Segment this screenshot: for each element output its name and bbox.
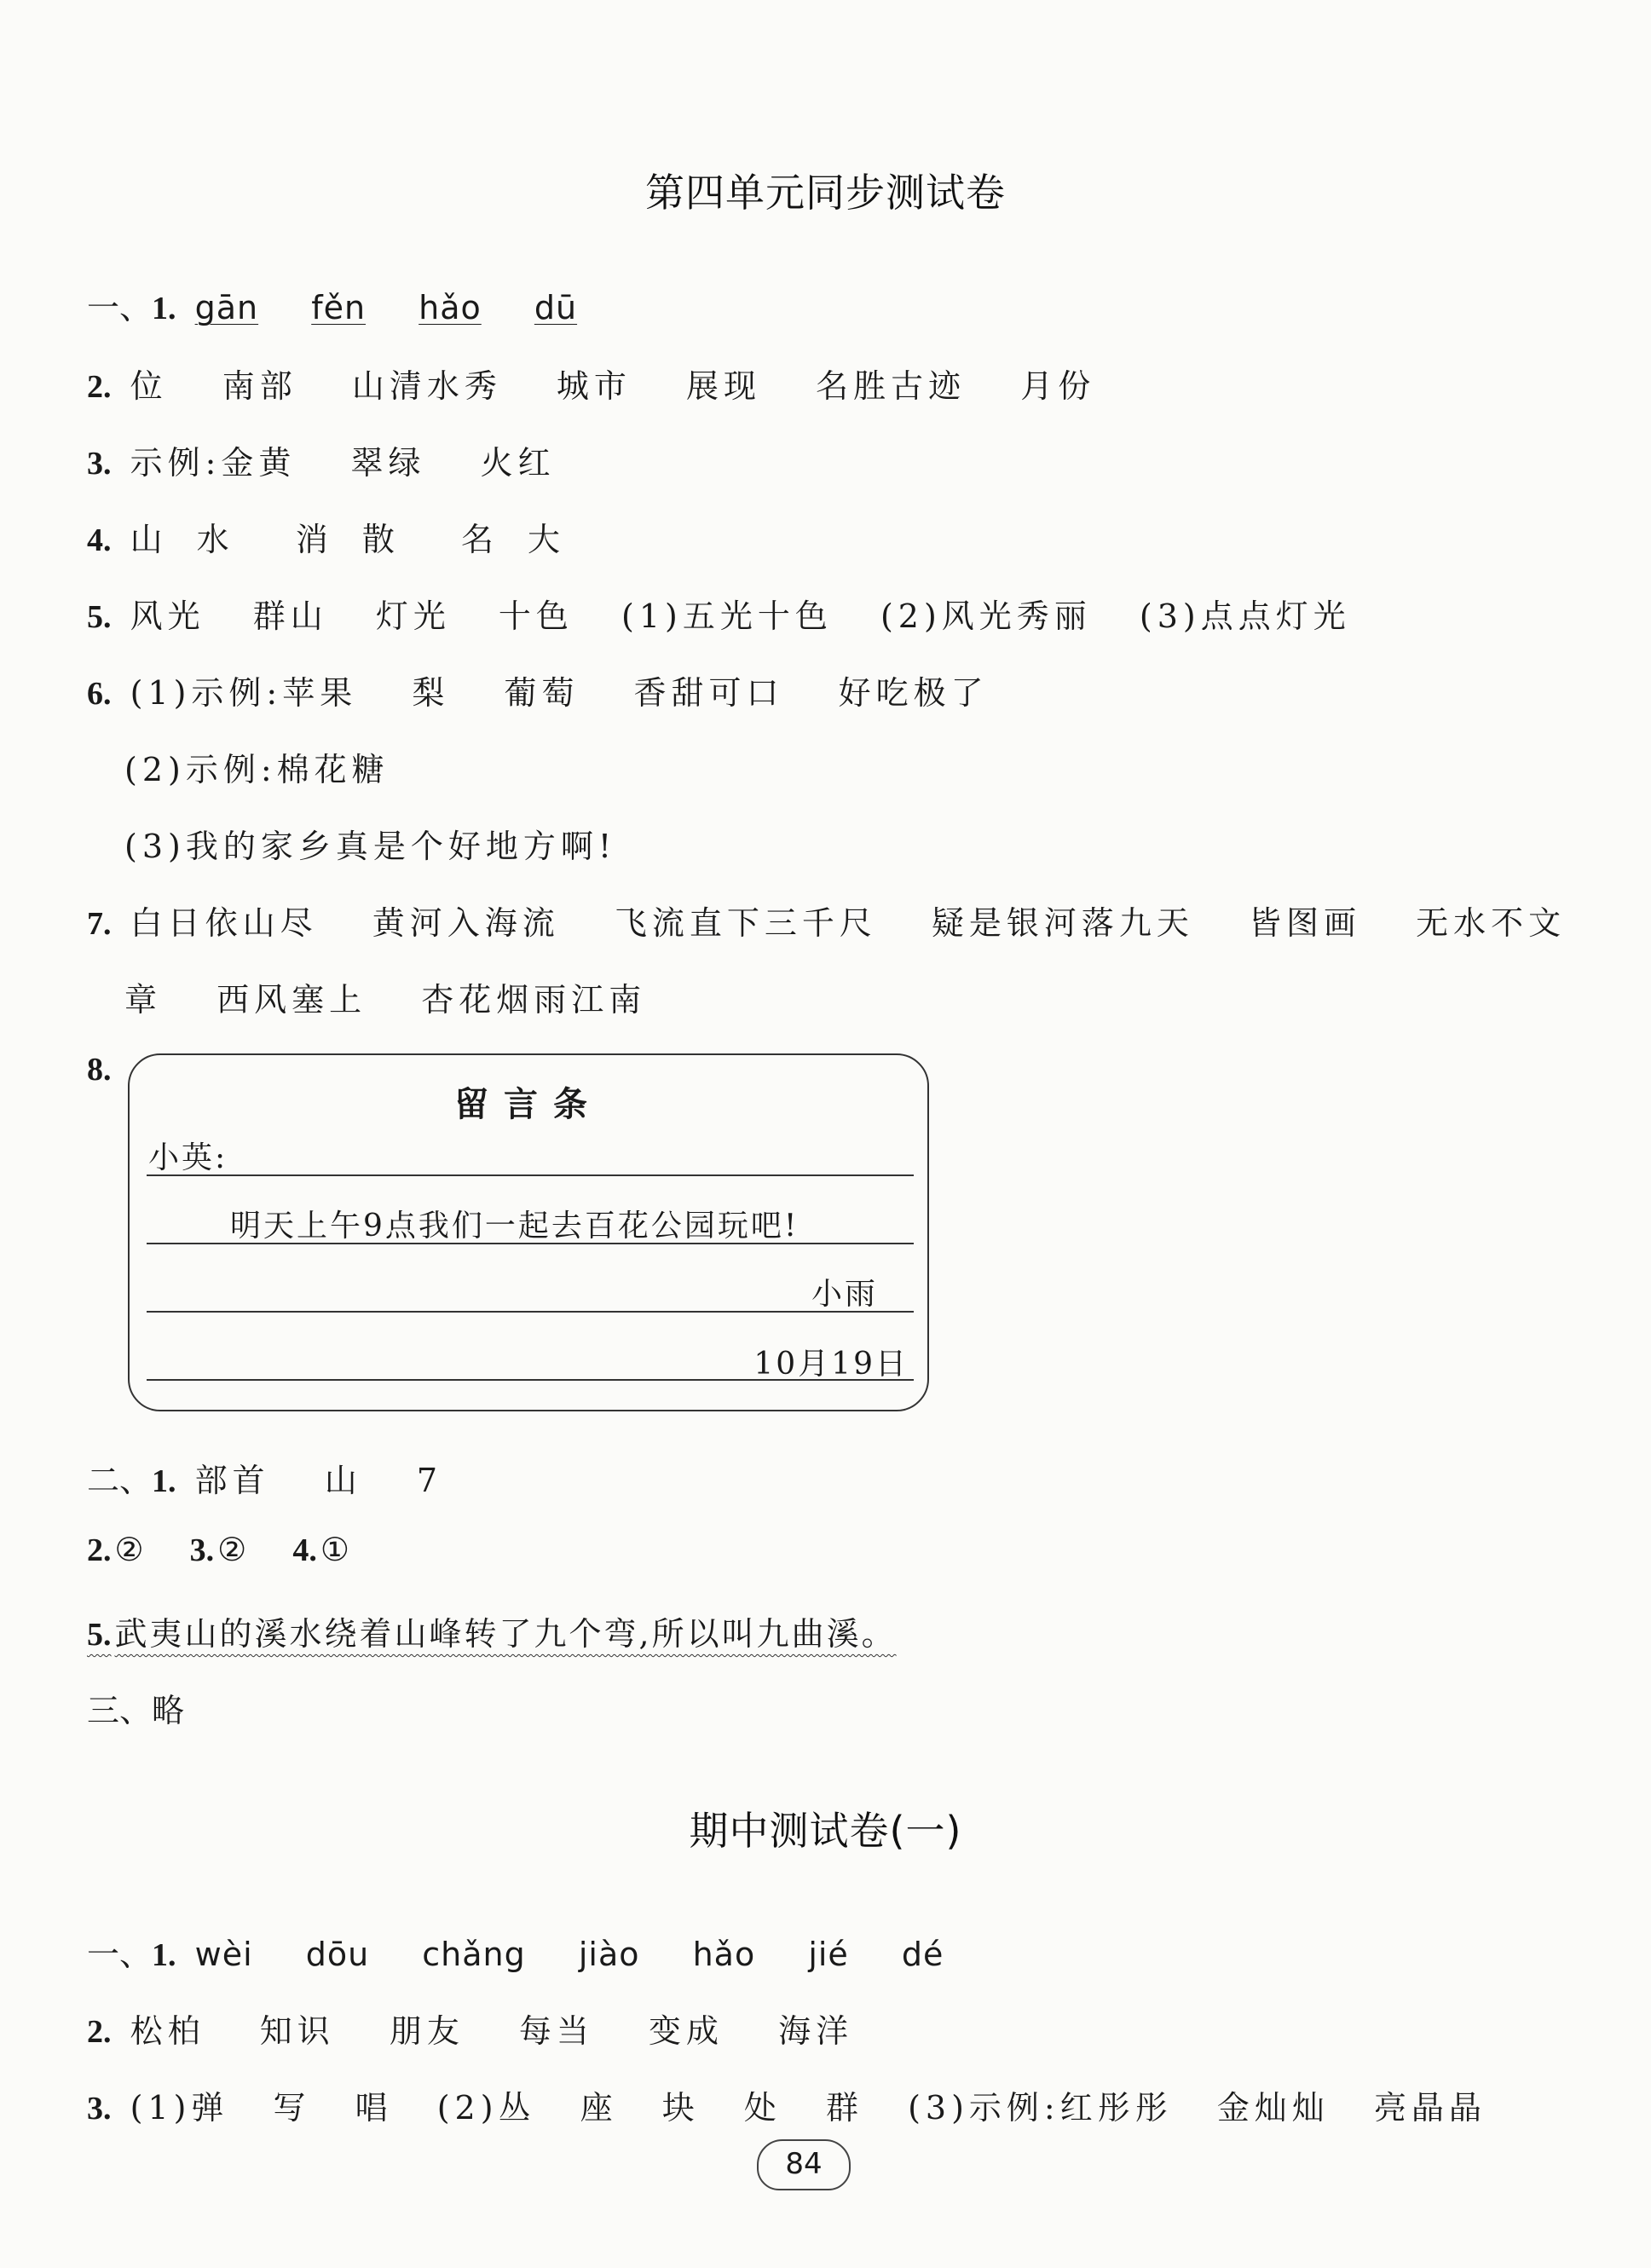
- question-number: 2.: [87, 2014, 112, 2050]
- answer-word: 山 水: [130, 521, 241, 558]
- answer-word: 每当: [518, 2012, 594, 2050]
- answer-word: 西风塞上: [216, 981, 367, 1019]
- question-number: 4.: [292, 1532, 317, 1568]
- answer-word: 杏花烟雨江南: [421, 981, 647, 1019]
- answer-choice: ②: [217, 1531, 252, 1568]
- midterm-s1-q1: [87, 1928, 981, 1975]
- answer-word: 月份: [1020, 367, 1096, 405]
- midterm-s1-q2: [87, 2005, 853, 2052]
- pinyin: fěn: [311, 289, 367, 326]
- unit4-s1-q6-line3: (3)我的家乡真是个好地方啊!: [124, 828, 617, 865]
- answer-sentence: 武夷山的溪水绕着山峰转了九个弯,所以叫九曲溪。: [114, 1615, 897, 1653]
- question-number: 3.: [189, 1532, 215, 1568]
- answer-word: 黄河入海流: [372, 904, 560, 942]
- answer-word: 十色: [498, 597, 574, 635]
- unit4-s2-q1: [87, 1454, 442, 1501]
- answer-word: 写: [273, 2089, 311, 2127]
- answer-word: 翠绿: [350, 444, 426, 482]
- answer-word: 变成: [649, 2012, 724, 2050]
- answer-word: 座: [580, 2089, 618, 2127]
- answer-word: 7: [416, 1462, 443, 1499]
- answer-word: 风光: [130, 597, 205, 635]
- section-label: 一、: [87, 1936, 153, 1973]
- answer-word: 香甜可口: [633, 674, 784, 712]
- unit4-s1-q6-line2: (2)示例:棉花糖: [124, 751, 390, 788]
- unit4-s1-q4: [87, 513, 572, 560]
- question-number: 6.: [87, 676, 112, 712]
- answer-choice: ②: [114, 1531, 149, 1568]
- answer-word: 章: [124, 981, 163, 1019]
- answer-word: 唱: [355, 2089, 393, 2127]
- note-date: 10月19日: [753, 1347, 909, 1382]
- unit4-s1-q1: [87, 281, 615, 328]
- note-rule: [147, 1311, 914, 1313]
- question-number: 8.: [87, 1052, 112, 1088]
- answer-word: 展现: [686, 367, 762, 405]
- answer-word: 群: [825, 2089, 863, 2127]
- note-rule: [147, 1243, 914, 1244]
- answer-word: 飞流直下三千尺: [614, 904, 877, 942]
- answer-word: (1)五光十色: [621, 597, 833, 635]
- question-number: 1.: [152, 1463, 176, 1499]
- answer-word: 山清水秀: [351, 367, 502, 405]
- pinyin: hǎo: [419, 289, 482, 326]
- unit4-s1-q7-line1: [87, 897, 1566, 944]
- question-number: 5.: [87, 1617, 112, 1653]
- unit4-s2-q2-q4: [87, 1531, 355, 1569]
- answer-word: 松柏: [130, 2012, 205, 2050]
- pinyin: hǎo: [692, 1936, 756, 1973]
- note-body: 明天上午9点我们一起去百花公园玩吧!: [230, 1209, 800, 1244]
- question-number: 7.: [87, 906, 112, 942]
- answer-word: 皆图画: [1249, 904, 1362, 942]
- pinyin: dōu: [305, 1936, 370, 1973]
- unit4-s1-q5: [87, 590, 1351, 637]
- section-label: 三、: [87, 1692, 153, 1729]
- note-sender: 小雨: [811, 1277, 878, 1312]
- answer-word: 名胜古迹: [816, 367, 967, 405]
- answer-word: 部首: [194, 1462, 270, 1499]
- note-rule: [147, 1379, 914, 1381]
- unit4-s1-q2: [87, 360, 1095, 407]
- pinyin: chǎng: [422, 1936, 526, 1973]
- pinyin: gān: [194, 289, 259, 326]
- question-number: 1.: [152, 1937, 176, 1973]
- answer-word: (1)弹: [130, 2089, 229, 2127]
- question-number: 1.: [152, 291, 176, 326]
- answer-word: 知识: [259, 2012, 335, 2050]
- midterm-title: 期中测试卷(一): [689, 1808, 962, 1854]
- unit4-s1-q7-line2: [124, 973, 646, 1020]
- answer-word: (3)示例:红彤彤: [908, 2089, 1173, 2127]
- unit4-s1-q3: [87, 436, 556, 483]
- note-recipient: 小英:: [148, 1140, 228, 1175]
- answer-choice: ①: [320, 1531, 355, 1568]
- answer-word: 块: [661, 2089, 700, 2127]
- page-number: 84: [757, 2139, 851, 2190]
- unit4-s1-q6-line1: [87, 667, 989, 713]
- answer-word: (2)风光秀丽: [880, 597, 1092, 635]
- note-rule: [147, 1174, 914, 1176]
- question-number: 5.: [87, 599, 112, 635]
- pinyin: dé: [901, 1936, 944, 1973]
- answer-word: 灯光: [375, 597, 451, 635]
- answer-word: 城市: [556, 367, 632, 405]
- answer-word: 位: [130, 367, 168, 405]
- answer-word: 梨: [412, 674, 450, 712]
- midterm-s1-q3: [87, 2081, 1486, 2128]
- answer-word: 金灿灿: [1216, 2089, 1330, 2127]
- pinyin: jié: [808, 1936, 849, 1973]
- answer-word: 疑是银河落九天: [931, 904, 1194, 942]
- note-title: 留言条: [454, 1085, 603, 1124]
- question-number: 2.: [87, 1532, 112, 1568]
- answer-word: 葡萄: [504, 674, 580, 712]
- answer-word: 名 大: [460, 521, 573, 558]
- pinyin: wèi: [194, 1936, 253, 1973]
- answer-word: 火红: [480, 444, 556, 482]
- answer-text: 略: [152, 1692, 190, 1729]
- answer-word: (3)点点灯光: [1139, 597, 1351, 635]
- question-number: 2.: [87, 369, 112, 405]
- unit4-s3: [87, 1684, 189, 1731]
- answer-word: 消 散: [295, 521, 407, 558]
- section-label: 二、: [87, 1462, 153, 1499]
- message-note: [128, 1053, 929, 1411]
- answer-word: 无水不文: [1416, 904, 1567, 942]
- answer-word: 南部: [222, 367, 297, 405]
- answer-word: 好吃极了: [838, 674, 989, 712]
- pinyin: jiào: [578, 1936, 640, 1973]
- answer-word: 海洋: [778, 2012, 854, 2050]
- section-label: 一、: [87, 289, 153, 326]
- answer-word: 群山: [252, 597, 328, 635]
- question-number: 4.: [87, 522, 112, 558]
- answer-word: 朋友: [389, 2012, 465, 2050]
- answer-word: 处: [743, 2089, 782, 2127]
- answer-word: 白日依山尽: [130, 904, 318, 942]
- question-number: 3.: [87, 446, 112, 482]
- answer-word: (1)示例:苹果: [130, 674, 358, 712]
- answer-word: 山: [324, 1462, 362, 1499]
- unit4-s1-q8-number: [87, 1050, 115, 1088]
- answer-word: 亮晶晶: [1373, 2089, 1486, 2127]
- question-number: 3.: [87, 2091, 112, 2127]
- unit4-title: 第四单元同步测试卷: [645, 170, 1006, 216]
- pinyin: dū: [534, 289, 578, 326]
- unit4-s2-q5: [87, 1607, 897, 1654]
- answer-word: (2)丛: [436, 2089, 536, 2127]
- answer-word: 示例:金黄: [130, 444, 297, 482]
